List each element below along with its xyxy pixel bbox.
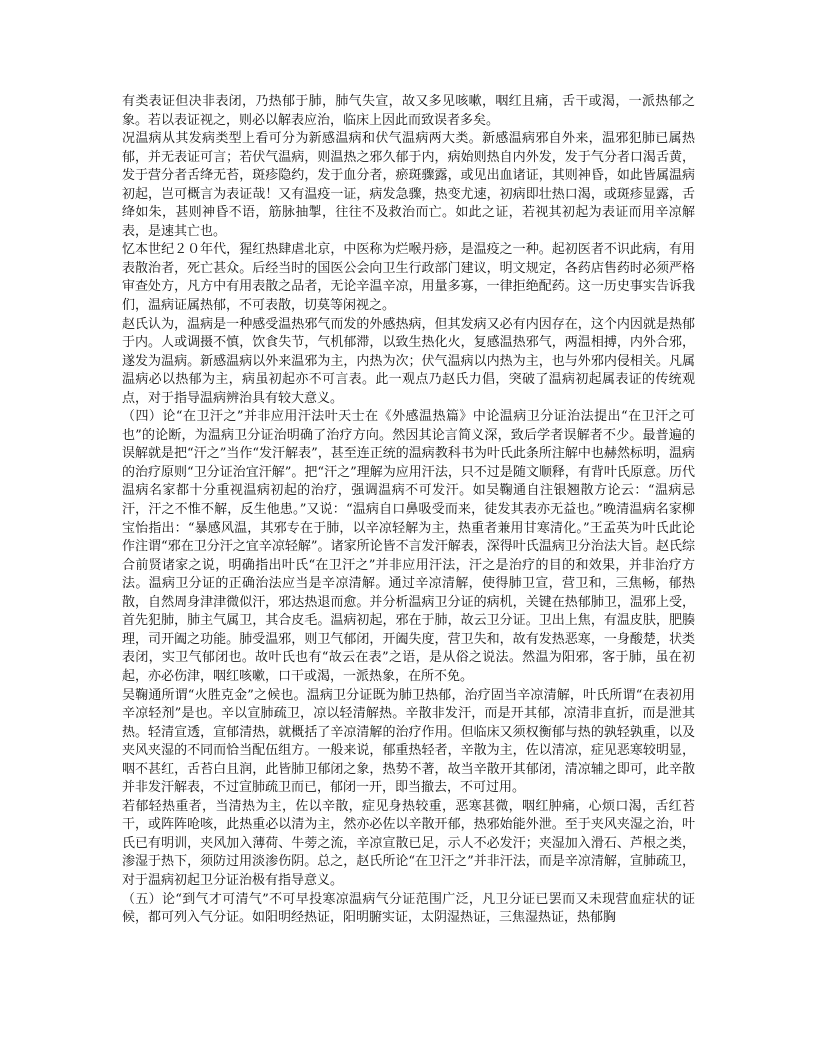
paragraph-3: 忆本世纪２０年代，猩红热肆虐北京，中医称为烂喉丹痧，是温疫之一种。起初医者不识此病，有用表散治者，死亡甚众。后经当时的国医公会向卫生行政部门建议，明文规定，各药店售药时必须严格审查处方，凡方中有用表散之品者，无论辛温辛凉，用量多寡，一律拒绝配药。这一历史事实告诉我们，温病证属热郁，不可表散，切莫等闲视之。 xyxy=(122,242,695,314)
paragraph-1: 有类表证但决非表闭，乃热郁于肺，肺气失宣，故又多见咳嗽，咽红且痛，舌干或渴，一派热郁之象。若以表证视之，则必以解表应治，临床上因此而致误者多矣。 xyxy=(122,94,695,128)
paragraph-2: 况温病从其发病类型上看可分为新感温病和伏气温病两大类。新感温病邪自外来，温邪犯肺已属热郁，并无表证可言；若伏气温病，则温热之邪久郁于内，病始则热自内外发，发于气分者口渴舌黄，发于营分者舌绛无苔，斑疹隐约，发于血分者，瘀斑骤露，或见出血诸证，其则神昏，如此皆属温病初起，岂可概言为表证哉！又有温疫一证，病发急骤，热变尤速，初病即壮热口渴，或斑疹显露，舌绛如朱，甚则神昏不语，筋脉抽掣，往往不及救治而亡。如此之证，若视其初起为表证而用辛凉解表，是速其亡也。 xyxy=(122,131,695,239)
paragraph-7: 若郁轻热重者，当清热为主，佐以辛散，症见身热较重，恶寒甚微，咽红肿痛，心烦口渴，舌红苔干，或阵阵呛咳，此热重必以清为主，然亦必佐以辛散开郁，热邪始能外泄。至于夹风夹湿之治，叶氏已有明训，夹风加入薄荷、牛蒡之流，辛凉宣散已足，示人不必发汗；夹湿加入滑石、芦根之类，渗湿于热下，须防过用淡渗伤阴。总之，赵氏所论“在卫汗之”并非汗法，而是辛凉清解，宣肺疏卫，对于温病初起卫分证治极有指导意义。 xyxy=(122,798,695,888)
document-page xyxy=(122,93,695,928)
paragraph-5-section-four: （四）论“在卫汗之”并非应用汗法叶天士在《外感温热篇》中论温病卫分证治法提出“在卫汗之可也”的论断，为温病卫分证治明确了治疗方向。然因其论言简义深，致后学者误解者不少。最普遍的误解就是把“汗之”当作“发汗解表”，甚至连正统的温病教科书为叶氏此条所注解中也赫然标明，温病的治疗原则“卫分证治宜汗解”。把“汗之”理解为应用汗法，只不过是随文顺释，有背叶氏原意。历代温病名家都十分重视温病初起的治疗，强调温病不可发汗。如吴鞠通自注银翘散方论云：“温病忌汗，汗之不惟不解，反生他患。”又说：“温病自口鼻吸受而来，徒发其表亦无益也。”晚清温病名家柳宝怡指出：“暴感风温，其邪专在于肺，以辛凉轻解为主，热重者兼用甘寒清化。”王孟英为叶氏此论作注谓“邪在卫分汗之宜辛凉轻解”。诸家所论皆不言发汗解表，深得叶氏温病卫分治法大旨。赵氏综合前贤诸家之说，明确指出叶氏“在卫汗之”并非应用汗法，汗之是治疗的目的和效果，并非治疗方法。温病卫分证的正确治法应当是辛凉清解。通过辛凉清解，使得肺卫宣，营卫和，三焦畅，郁热散，自然周身津津微似汗，邪达热退而愈。并分析温病卫分证的病机，关键在热郁肺卫，温邪上受，首先犯肺，肺主气属卫，其合皮毛。温病初起，邪在于肺，故云卫分证。卫出上焦，有温皮肤，肥腠理，司开阖之功能。肺受温邪，则卫气郁闭，开阖失度，营卫失和，故有发热恶寒，一身酸楚，状类表闭，实卫气郁闭也。故叶氏也有“故云在表”之语，是从俗之说法。然温为阳邪，客于肺，虽在初起，亦必伤津，咽红咳嗽，口干或渴，一派热象，在所不免。 xyxy=(122,409,695,684)
paragraph-4: 赵氏认为，温病是一种感受温热邪气而发的外感热病，但其发病又必有内因存在，这个内因就是热郁于内。人或调摄不慎，饮食失节，气机郁滞，以致生热化火，复感温热邪气，两温相搏，内外合邪，遂发为温病。新感温病以外来温邪为主，内热为次；伏气温病以内热为主，也与外邪内侵相关。凡属温病必以热郁为主，病虽初起亦不可言表。此一观点乃赵氏力倡，突破了温病初起属表证的传统观点，对于指导温病辨治具有较大意义。 xyxy=(122,316,695,406)
paragraph-6: 吴鞠通所谓“火胜克金”之候也。温病卫分证既为肺卫热郁，治疗固当辛凉清解，叶氏所谓“在表初用辛凉轻剂”是也。辛以宣肺疏卫，凉以轻清解热。辛散非发汗，而是开其郁，凉清非直折，而是泄其热。轻清宣透，宣郁清热，就概括了辛凉清解的治疗作用。但临床又须权衡郁与热的孰轻孰重，以及夹风夹湿的不同而恰当配伍组方。一般来说，郁重热轻者，辛散为主，佐以清凉，症见恶寒较明显，咽不甚红，舌苔白且润，此皆肺卫郁闭之象，热势不著，故当辛散开其郁闭，清凉辅之即可，此辛散并非发汗解表，不过宣肺疏卫而已，郁闭一开，即当撤去，不可过用。 xyxy=(122,687,695,796)
paragraph-8-section-five: （五）论“到气才可清气”不可早投寒凉温病气分证范围广泛，凡卫分证已罢而又未现营血症状的证候，都可列入气分证。如阳明经热证，阳明腑实证，太阴湿热证，三焦湿热证，热郁胸 xyxy=(122,891,695,926)
